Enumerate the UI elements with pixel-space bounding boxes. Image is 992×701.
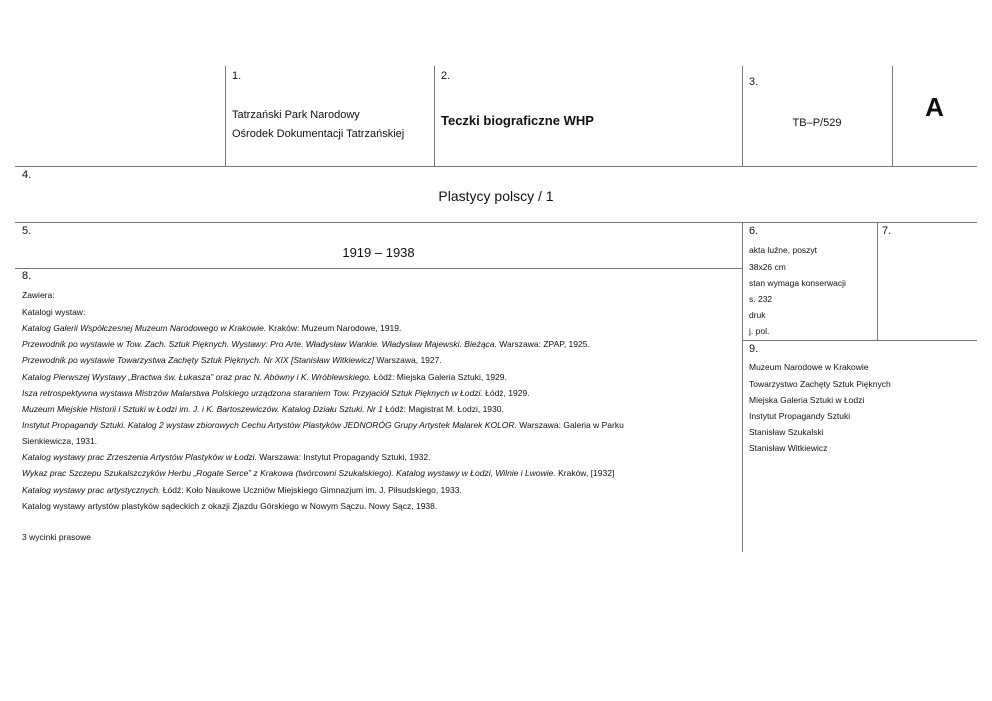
divider-v-1 bbox=[225, 66, 226, 166]
field6-number: 6. bbox=[749, 225, 759, 237]
divider-v-3 bbox=[742, 66, 743, 166]
contents-intro: Zawiera: bbox=[22, 290, 55, 300]
physical-desc-line: druk bbox=[749, 310, 766, 320]
category-letter: A bbox=[925, 92, 944, 122]
divider-v-2 bbox=[434, 66, 435, 166]
field1-number: 1. bbox=[232, 70, 242, 82]
signature-code: TB–P/529 bbox=[792, 117, 842, 129]
related-name: Stanisław Witkiewicz bbox=[749, 443, 828, 453]
catalog-entry: Katalog wystawy artystów plastyków sądeckich z okazji Zjazdu Górskiego w Nowym Sączu. Nowy Sącz, 1938. bbox=[22, 501, 438, 511]
catalog-entry: Muzeum Miejskie Historii i Sztuki w Łodzi im. J. i K. Bartoszewiczów. Katalog Działu Sztuki. Nr 1 Łódź: Magistrat M. Łodzi, 1930. bbox=[22, 404, 504, 414]
institution-department: Ośrodek Dokumentacji Tatrzańskiej bbox=[232, 128, 405, 140]
field7-number: 7. bbox=[882, 225, 892, 237]
divider-h-field9 bbox=[742, 340, 977, 341]
divider-v-7 bbox=[877, 222, 878, 340]
divider-h-title bbox=[15, 222, 977, 223]
catalog-entry: Katalog Pierwszej Wystawy „Bractwa św. Łukasza” oraz prac N. Abówny i K. Wróblewskiego. Łódź: Miejska Galeria Sztuki, 1929. bbox=[22, 372, 507, 382]
catalog-entry: Isza retrospektywna wystawa Mistrzów Malarstwa Polskiego urządzona staraniem Tow. Przyjaciół Sztuk Pięknych w Łodzi. Łódź, 1929. bbox=[22, 388, 530, 398]
field8-number: 8. bbox=[22, 270, 32, 282]
catalog-entry: Instytut Propagandy Sztuki. Katalog 2 wystaw zbiorowych Cechu Artystów Plastyków JEDNORÓG Grupy Artystek Malarek KOLOR. Warszawa: Galeria w Parku bbox=[22, 420, 624, 430]
related-name: Towarzystwo Zachęty Sztuk Pięknych bbox=[749, 379, 891, 389]
physical-desc-line: akta luźne, poszyt bbox=[749, 245, 818, 255]
divider-h-dates bbox=[15, 268, 742, 269]
physical-desc-line: s. 232 bbox=[749, 294, 773, 304]
divider-v-6 bbox=[742, 222, 743, 552]
related-name: Muzeum Narodowe w Krakowie bbox=[749, 362, 869, 372]
catalog-entry: Przewodnik po wystawie w Tow. Zach. Sztuk Pięknych. Wystawy: Pro Arte. Władysław Wankie. Władysław Majewski. Bieżąca. Warszawa: ZPAP, 1925. bbox=[22, 339, 590, 349]
field4-number: 4. bbox=[22, 169, 32, 181]
catalog-entry: Przewodnik po wystawie Towarzystwa Zachęty Sztuk Pięknych. Nr XIX [Stanisław Witkiewicz] Warszawa, 1927. bbox=[22, 355, 442, 365]
physical-desc-line: stan wymaga konserwacji bbox=[749, 278, 846, 288]
subject-title: Plastycy polscy / 1 bbox=[438, 188, 554, 204]
related-name: Miejska Galeria Sztuki w Łodzi bbox=[749, 395, 865, 405]
press-clippings-note: 3 wycinki prasowe bbox=[22, 532, 91, 542]
date-range: 1919 – 1938 bbox=[342, 245, 415, 260]
catalog-entry: Wykaz prac Szczepu Szukalszczyków Herbu „Rogate Serce” z Krakowa (twórcowni Szukalskiego). Katalog wystawy w Łodzi, Wilnie i Lwowie. Kraków, [1932] bbox=[22, 468, 615, 478]
physical-desc-line: 38x26 cm bbox=[749, 262, 786, 272]
related-name: Instytut Propagandy Sztuki bbox=[749, 411, 851, 421]
related-name: Stanisław Szukalski bbox=[749, 427, 824, 437]
collection-title: Teczki biograficzne WHP bbox=[441, 113, 594, 128]
divider-h-header bbox=[15, 166, 977, 167]
catalog-entry: Katalog wystawy prac artystycznych. Łódź: Koło Naukowe Uczniów Miejskiego Gimnazjum im. J. Piłsudskiego, 1933. bbox=[22, 485, 462, 495]
physical-desc-line: j. pol. bbox=[749, 326, 770, 336]
field9-number: 9. bbox=[749, 343, 759, 355]
field5-number: 5. bbox=[22, 225, 32, 237]
catalog-entry: Sienkiewicza, 1931. bbox=[22, 436, 98, 446]
catalog-entry: Katalog Galerii Współczesnej Muzeum Narodowego w Krakowie. Kraków: Muzeum Narodowe, 1919. bbox=[22, 323, 402, 333]
field3-number: 3. bbox=[749, 76, 759, 88]
institution-name: Tatrzański Park Narodowy bbox=[232, 109, 360, 121]
contents-section-heading: Katalogi wystaw: bbox=[22, 307, 86, 317]
catalog-entry: Katalog wystawy prac Zrzeszenia Artystów Plastyków w Łodzi. Warszawa: Instytut Propagandy Sztuki, 1932. bbox=[22, 452, 431, 462]
field2-number: 2. bbox=[441, 70, 451, 82]
